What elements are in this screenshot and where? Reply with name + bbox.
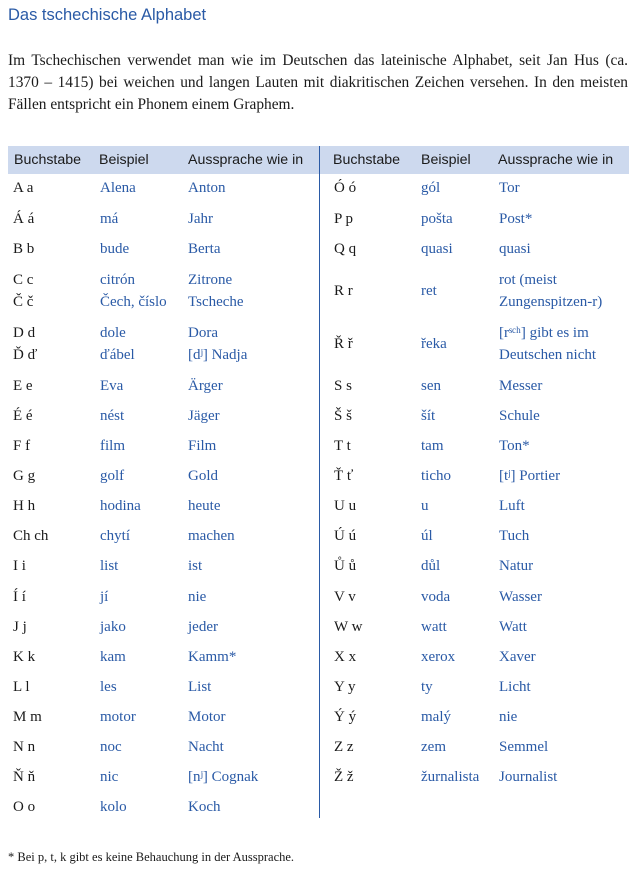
letter-cell: Č č — [13, 294, 34, 310]
letter-cell: Ď ď — [13, 347, 38, 363]
footnote: * Bei p, t, k gibt es keine Behauchung in der Aussprache. — [8, 850, 295, 864]
pronunciation-cell: Berta — [188, 241, 221, 257]
pronunciation-cell: Ärger — [188, 378, 223, 394]
example-cell: motor — [100, 709, 136, 725]
letter-cell: Y y — [334, 679, 356, 695]
pronunciation-cell: machen — [188, 528, 235, 544]
pronunciation-cell: quasi — [499, 241, 531, 257]
header-example-right: Beispiel — [421, 152, 471, 168]
letter-cell: Ř ř — [334, 336, 353, 352]
pronunciation-cell: Film — [188, 438, 217, 454]
pronunciation-cell: ist — [188, 558, 203, 574]
letter-cell: B b — [13, 241, 35, 257]
example-cell: sen — [421, 378, 441, 394]
example-cell: důl — [421, 558, 441, 574]
pronunciation-cell: Ton* — [499, 438, 530, 454]
header-example-left: Beispiel — [99, 152, 149, 168]
example-cell: kolo — [100, 799, 127, 815]
letter-cell: L l — [13, 679, 30, 695]
example-cell: řeka — [421, 336, 447, 352]
pronunciation-cell-line2: Zungenspitzen-r) — [499, 294, 603, 310]
pronunciation-cell: [rˢᶜʰ] gibt es im — [499, 325, 589, 341]
pronunciation-cell: [nʲ] Cognak — [188, 769, 259, 785]
pronunciation-cell: Semmel — [499, 739, 549, 755]
letter-cell: C c — [13, 272, 34, 288]
example-cell: watt — [421, 619, 447, 635]
example-cell: noc — [100, 739, 122, 755]
example-cell: film — [100, 438, 125, 454]
example-cell: Eva — [100, 378, 124, 394]
pronunciation-cell: Luft — [499, 498, 525, 514]
pronunciation-cell: nie — [499, 709, 518, 725]
example-cell: žurnalista — [421, 769, 480, 785]
letter-cell: O o — [13, 799, 36, 815]
letter-cell: M m — [13, 709, 42, 725]
example-cell: les — [100, 679, 117, 695]
letter-cell: Ž ž — [334, 769, 354, 785]
example-cell: má — [100, 211, 119, 227]
example-cell: nést — [100, 408, 125, 424]
example-cell: úl — [421, 528, 433, 544]
pronunciation-cell: Tscheche — [188, 294, 244, 310]
example-cell: quasi — [421, 241, 453, 257]
letter-cell: H h — [13, 498, 36, 514]
letter-cell: X x — [334, 649, 357, 665]
letter-cell: Ý ý — [334, 709, 357, 725]
pronunciation-cell: Tor — [499, 180, 520, 196]
letter-cell: D d — [13, 325, 36, 341]
pronunciation-cell: Xaver — [499, 649, 536, 665]
pronunciation-cell: Journalist — [499, 769, 558, 785]
header-letter-left: Buchstabe — [14, 152, 82, 168]
column-divider — [319, 146, 320, 818]
pronunciation-cell: jeder — [188, 619, 218, 635]
example-cell: gól — [421, 180, 441, 196]
pronunciation-cell: Licht — [499, 679, 531, 695]
pronunciation-cell: Koch — [188, 799, 221, 815]
example-cell: pošta — [421, 211, 453, 227]
letter-cell: Š š — [334, 408, 352, 424]
pronunciation-cell: Schule — [499, 408, 540, 424]
letter-cell: U u — [334, 498, 357, 514]
header-pron-right: Aussprache wie in — [498, 152, 614, 168]
letter-cell: N n — [13, 739, 36, 755]
letter-cell: Ť ť — [334, 468, 354, 484]
pronunciation-cell: Wasser — [499, 589, 542, 605]
pronunciation-cell: Anton — [188, 180, 226, 196]
pronunciation-cell: Tuch — [499, 528, 530, 544]
letter-cell: Ů ů — [334, 558, 357, 574]
pronunciation-cell: [dʲ] Nadja — [188, 347, 248, 363]
letter-cell: P p — [334, 211, 354, 227]
pronunciation-cell: Natur — [499, 558, 534, 574]
pronunciation-cell: List — [188, 679, 212, 695]
letter-cell: E e — [13, 378, 33, 394]
pronunciation-cell: [tʲ] Portier — [499, 468, 561, 484]
pronunciation-cell: Jahr — [188, 211, 213, 227]
letter-cell: S s — [334, 378, 352, 394]
letter-cell: F f — [13, 438, 31, 454]
letter-cell: Ú ú — [334, 528, 357, 544]
example-cell: ďábel — [100, 347, 135, 363]
pronunciation-cell: Jäger — [188, 408, 220, 424]
example-cell: dole — [100, 325, 126, 341]
letter-cell: V v — [334, 589, 356, 605]
letter-cell: Í í — [13, 589, 26, 605]
example-cell: ret — [421, 283, 437, 299]
pronunciation-cell: Nacht — [188, 739, 224, 755]
example-cell: u — [421, 498, 429, 514]
pronunciation-cell: rot (meist — [499, 272, 557, 288]
letter-cell: Ó ó — [334, 180, 357, 196]
example-cell: Alena — [100, 180, 136, 196]
header-letter-right: Buchstabe — [333, 152, 401, 168]
letter-cell: Ch ch — [13, 528, 49, 544]
example-cell: chytí — [100, 528, 130, 544]
header-pron-left: Aussprache wie in — [188, 152, 304, 168]
letter-cell: Ň ň — [13, 769, 36, 785]
letter-cell: Q q — [334, 241, 357, 257]
example-cell: tam — [421, 438, 444, 454]
example-cell: kam — [100, 649, 126, 665]
letter-cell: J j — [13, 619, 27, 635]
example-cell: malý — [421, 709, 451, 725]
pronunciation-cell: nie — [188, 589, 207, 605]
letter-cell: G g — [13, 468, 36, 484]
letter-cell: A a — [13, 180, 34, 196]
example-cell: ticho — [421, 468, 451, 484]
letter-cell: W w — [334, 619, 363, 635]
letter-cell: I i — [13, 558, 26, 574]
example-cell: zem — [421, 739, 446, 755]
example-cell: ty — [421, 679, 433, 695]
letter-cell: Á á — [13, 211, 35, 227]
example-cell: nic — [100, 769, 119, 785]
pronunciation-cell: heute — [188, 498, 221, 514]
letter-cell: Z z — [334, 739, 354, 755]
pronunciation-cell: Post* — [499, 211, 533, 227]
example-cell: jako — [100, 619, 126, 635]
example-cell: bude — [100, 241, 130, 257]
pronunciation-cell: Gold — [188, 468, 218, 484]
example-cell: Čech, číslo — [100, 294, 167, 310]
example-cell: šít — [421, 408, 436, 424]
pronunciation-cell: Watt — [499, 619, 527, 635]
pronunciation-cell: Kamm* — [188, 649, 237, 665]
intro-paragraph: Im Tschechischen verwendet man wie im Deutschen das lateinische Alphabet, seit Jan Hus (ca. 1370 – 1415) bei weichen und langen Lauten mit diakritischen Zeichen versehen. In den meisten Fällen entspricht ein Phonem einem Graphem. — [8, 52, 628, 113]
example-cell: list — [100, 558, 119, 574]
example-cell: xerox — [421, 649, 456, 665]
example-cell: hodina — [100, 498, 141, 514]
pronunciation-cell: Messer — [499, 378, 543, 394]
letter-cell: K k — [13, 649, 36, 665]
pronunciation-cell: Dora — [188, 325, 218, 341]
letter-cell: T t — [334, 438, 351, 454]
pronunciation-cell: Motor — [188, 709, 226, 725]
example-cell: voda — [421, 589, 451, 605]
letter-cell: É é — [13, 408, 33, 424]
pronunciation-cell-line2: Deutschen nicht — [499, 347, 597, 363]
pronunciation-cell: Zitrone — [188, 272, 233, 288]
example-cell: jí — [100, 589, 109, 605]
letter-cell: R r — [334, 283, 353, 299]
example-cell: golf — [100, 468, 125, 484]
page-title: Das tschechische Alphabet — [8, 6, 207, 24]
example-cell: citrón — [100, 272, 135, 288]
